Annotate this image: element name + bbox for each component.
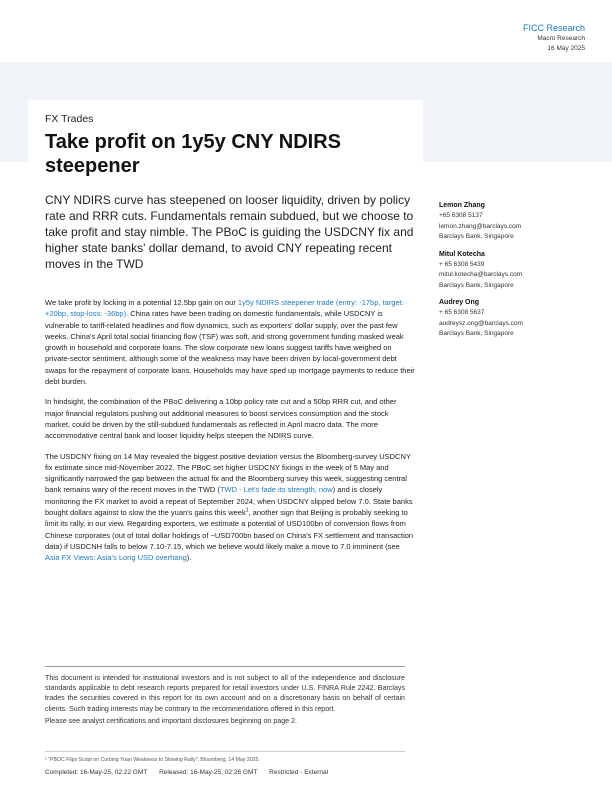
report-date: 16 May 2025 xyxy=(547,44,585,52)
disclosures-note: Please see analyst certifications and important disclosures beginning on page 2. xyxy=(45,716,297,725)
brand-name: FICC Research xyxy=(522,23,585,33)
text-run: , another sign that Beijing is probably seeking to limit its rally, in our view. Regarding exporters, we estimate a potential of USD100bn of conversion flows from Chinese corporates (out of total dollar holdings of ~USD700bn based on China's FX settlement and transaction data) if USDCNH falls to below 7.10-7.15, which we believe would likely make a move to 7.0 imminent (see xyxy=(45,508,414,551)
restriction-label: Restricted - External xyxy=(269,769,329,776)
disclaimer-block xyxy=(45,666,405,726)
author-phone: + 65 6308 5439 xyxy=(439,260,485,268)
asia-fx-views-link[interactable]: Asia FX Views: Asia's Long USD overhang xyxy=(45,553,187,563)
author-list xyxy=(439,201,589,347)
footnote-ref[interactable]: 1 xyxy=(245,507,249,514)
article-title: Take profit on 1y5y CNY NDIRS steepener xyxy=(45,131,341,177)
paragraph-1 xyxy=(45,297,415,387)
author-name: Mitul Kotecha xyxy=(439,250,485,258)
text-run: ) and is closely monitoring the FX market to avoid a repeat of September 2024, when USDCNY slipped below 7.0. State banks bought dollars against to slow the the yuan's gains this week xyxy=(45,485,413,518)
author-entity: Barclays Bank, Singapore xyxy=(439,233,514,240)
twd-report-link[interactable]: TWD - Let's fade its strength, now xyxy=(219,485,333,495)
steepener-trade-link[interactable]: 1y5y NDIRS steepener trade (entry: -17bp, target: +20bp, stop-loss: -36bp). xyxy=(45,298,404,319)
paragraph-2: In hindsight, the combination of the PBoC delivering a 10bp policy rate cut and a 50bp RRR cut, and other major financial regulators pushing out additional measures to boost services consumption and the stock market, could be driven by the still-subdued fundamentals as reflected in April macro data. The more accommodative central bank and looser liquidity helps steepen the NDIRS curve. xyxy=(45,397,397,441)
author-name: Lemon Zhang xyxy=(439,202,485,209)
text-run: China rates have been trading on domestic fundamentals, while USDCNY is vulnerable to tariff-related headlines and flow dynamics, such as exporters' dollar supply, over the past few weeks. China's April total social financing flow (TSF) was soft, and strong government funding masked weak growth in household and corporate loans. The slow corporate new loans suggest tariffs have weighed on private-sector sentiment, although some of the weakness may have been driven by local-government debt swaps for the repayment of corporate loans. Households may have sped up mortgage payments to reduce their debt burden. xyxy=(45,309,415,387)
release-meta xyxy=(45,767,405,779)
text-run: The USDCNY fixing on 14 May revealed the biggest positive deviation versus the Bloomberg-survey USDCNY fix estimate since mid-November 2022. The PBoC set higher USDCNY fixings in the week of 5 May and significantly narrowed the gap between the actual fix and the Bloomberg survey this week, suggesting central bank remains wary of the recent moves in the TWD ( xyxy=(45,451,411,495)
article-body xyxy=(45,297,415,573)
text-run: We take profit by locking in a potential 12.5bp gain on our xyxy=(45,298,238,307)
completed-time: Completed: 16-May-25, 02:22 GMT xyxy=(45,769,148,776)
author-email[interactable]: mitul.kotecha@barclays.com xyxy=(439,271,523,278)
author-entity: Barclays Bank, Singapore xyxy=(439,330,514,337)
section-name: Macro Research xyxy=(537,35,585,42)
disclaimer-text: This document is intended for institutional investors and is not subject to all of the independence and disclosure standards applicable to debt research reports prepared for retail investors under U.S. FINRA Rule 2242. Barclays trades the securities covered in this report for its own account and on a discretionary basis on behalf of certain clients. Such trading interests may be contrary to the recommendations offered in this report. xyxy=(45,674,405,713)
author-phone: + 65 6308 5637 xyxy=(439,309,485,316)
author-card xyxy=(439,201,589,243)
report-header xyxy=(523,22,585,53)
author-card xyxy=(439,298,589,340)
author-name: Audrey Ong xyxy=(439,299,480,306)
footnote-text: ¹ "PBOC Flips Script on Curbing Yuan Weakness to Slowing Rally", Bloomberg, 14 May 2025. xyxy=(45,757,260,763)
article-lead: CNY NDIRS curve has steepened on looser liquidity, driven by policy rate and RRR cuts. Fundamentals remain subdued, but we choose to take profit and stay nimble. The PBoC is guiding the USDCNY fix and higher state banks' dollar demand, to avoid CNY repeating recent moves in the TWD xyxy=(45,193,414,271)
page-footer xyxy=(45,751,405,779)
article-kicker: FX Trades xyxy=(45,113,94,125)
text-run: ). xyxy=(186,553,192,563)
released-time: Released: 16-May-25, 02:26 GMT xyxy=(159,769,258,776)
author-phone: +65 6308 5137 xyxy=(439,212,483,219)
author-email[interactable]: audreysz.ong@barclays.com xyxy=(439,319,523,327)
author-card xyxy=(439,250,589,292)
paragraph-3 xyxy=(45,451,415,564)
author-entity: Barclays Bank, Singapore xyxy=(439,281,514,289)
author-email[interactable]: lemon.zhang@barclays.com xyxy=(439,222,522,230)
